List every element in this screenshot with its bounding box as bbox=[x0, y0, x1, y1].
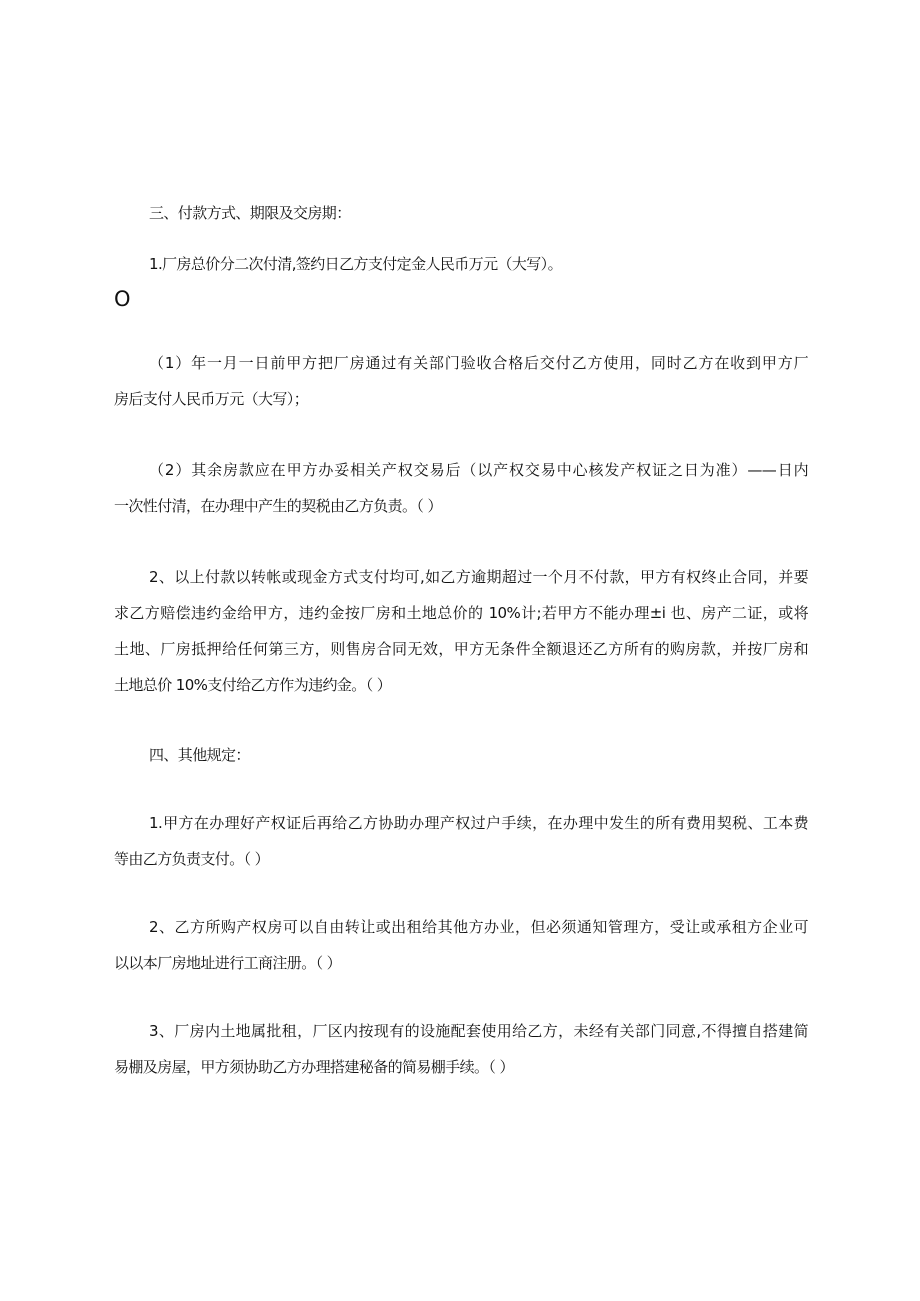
section-4-item-3-line-2: 易棚及房屋，甲方须协助乙方办理搭建秘备的简易棚手续。（ ） bbox=[114, 1058, 514, 1076]
section-4-item-1-line-1: 1.甲方在办理好产权证后再给乙方协助办理产权过户手续，在办理中发生的所有费用契税、工本费 bbox=[149, 814, 808, 832]
section-3-sub-1-line-2: 房后支付人民币万元（大写）； bbox=[114, 390, 309, 408]
section-3-sub-2-line-1: （2）其余房款应在甲方办妥相关产权交易后（以产权交易中心核发产权证之日为准）——日内 bbox=[149, 461, 808, 479]
section-4-heading: 四、其他规定： bbox=[149, 746, 250, 764]
section-3-sub-2-line-2: 一次性付清，在办理中产生的契税由乙方负责。（ ） bbox=[114, 497, 442, 515]
section-3-item-1: 1.厂房总价分二次付清,签约日乙方支付定金人民币万元（大写）。 bbox=[149, 255, 562, 273]
section-3-item-2-line-4: 土地总价 10%支付给乙方作为违约金。（ ） bbox=[114, 676, 392, 694]
section-3-item-2-line-1: 2、以上付款以转帐或现金方式支付均可,如乙方逾期超过一个月不付款，甲方有权终止合同，并要 bbox=[149, 568, 808, 586]
section-3-heading: 三、付款方式、期限及交房期： bbox=[149, 204, 351, 222]
section-3-item-2-line-2: 求乙方赔偿违约金给甲方，违约金按厂房和土地总价的 10%计;若甲方不能办理±i 也、房产二证，或将 bbox=[114, 604, 808, 622]
section-4-item-3-line-1: 3、厂房内土地属批租，厂区内按现有的设施配套使用给乙方，未经有关部门同意,不得擅自搭建简 bbox=[149, 1022, 808, 1040]
section-4-item-2-line-1: 2、乙方所购产权房可以自由转让或出租给其他方办业，但必须通知管理方，受让或承租方企业可 bbox=[149, 918, 808, 936]
section-3-sub-1-line-1: （1）年一月一日前甲方把厂房通过有关部门验收合格后交付乙方使用，同时乙方在收到甲方厂 bbox=[149, 354, 808, 372]
stray-circle-mark: O bbox=[114, 287, 131, 311]
section-3-item-2-line-3: 土地、厂房抵押给任何第三方，则售房合同无效，甲方无条件全额退还乙方所有的购房款，并按厂房和 bbox=[114, 640, 808, 658]
section-4-item-2-line-2: 以以本厂房地址进行工商注册。（ ） bbox=[114, 954, 342, 972]
section-4-item-1-line-2: 等由乙方负责支付。（ ） bbox=[114, 850, 270, 868]
